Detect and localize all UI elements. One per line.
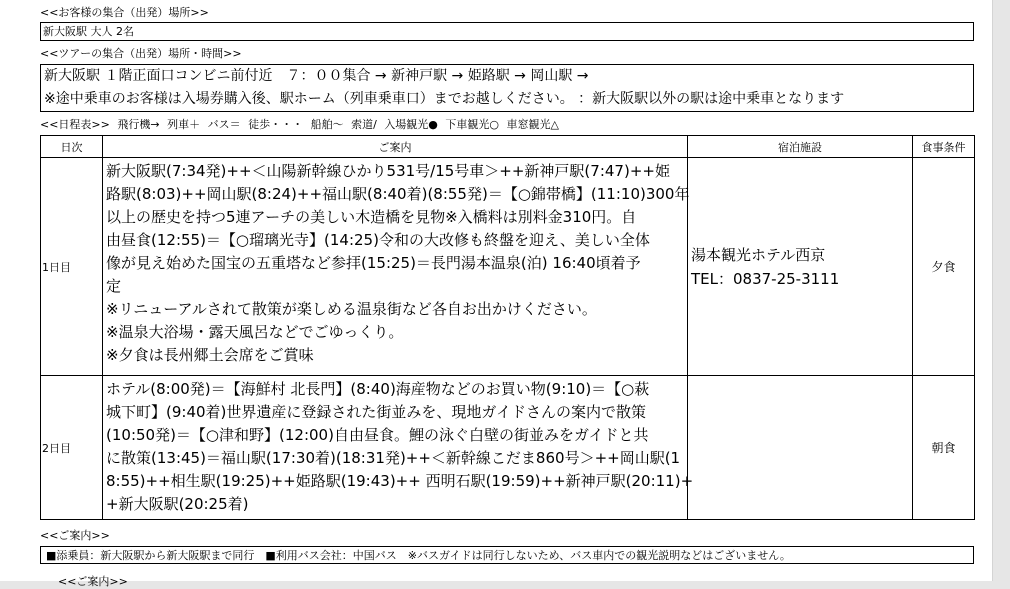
notes-box bbox=[40, 546, 974, 564]
legend-item-train: 列車＋ bbox=[167, 118, 201, 131]
guide-line: (10:50発)＝【○津和野】(12:00)自由昼食。鯉の泳ぐ白壁の街並みをガイドと共 bbox=[106, 426, 649, 444]
day-label: 2日目 bbox=[41, 376, 103, 520]
guide-line: +新大阪駅(20:25着) bbox=[106, 495, 249, 513]
header-hotel: 宿泊施設 bbox=[688, 136, 913, 158]
legend-item-ship: 船舶～ bbox=[310, 118, 344, 131]
header-meal: 食事条件 bbox=[913, 136, 975, 158]
guide-line: 新大阪駅(7:34発)++＜山陽新幹線ひかり531号/15号車＞++新神戸駅(7:47)++姫 bbox=[106, 162, 670, 180]
hotel-name: 湯本観光ホテル西京 bbox=[691, 245, 826, 264]
legend-item-admission: 入場観光● bbox=[384, 118, 438, 131]
tour-meeting-route: 新大阪駅 １階正面口コンビニ前付近 ７：００集合 → 新神戸駅 → 姫路駅 → 岡山駅 → bbox=[44, 68, 589, 84]
next-section-heading: <<ご案内>> bbox=[58, 575, 128, 588]
guide-line: に散策(13:45)＝福山駅(17:30着)(18:31発)++＜新幹線こだま860号＞++岡山駅(1 bbox=[106, 449, 681, 467]
scrollbar-track[interactable] bbox=[992, 0, 1010, 581]
guide-line: ホテル(8:00発)＝【海鮮村 北長門】(8:40)海産物などのお買い物(9:10)＝【○萩 bbox=[106, 380, 650, 398]
schedule-legend bbox=[40, 118, 563, 132]
hotel-tel: TEL：0837-25-3111 bbox=[691, 269, 840, 288]
guide-line: 以上の歴史を持つ5連アーチの美しい木造橋を見物※入橋料は別料金310円。自 bbox=[106, 208, 637, 226]
meal-cell: 朝食 bbox=[913, 376, 975, 520]
schedule-header-row bbox=[41, 136, 975, 158]
legend-item-plane: 飛行機→ bbox=[117, 118, 160, 131]
tour-meeting-heading: <<ツアーの集合（出発）場所・時間>> bbox=[40, 47, 242, 60]
meal-cell: 夕食 bbox=[913, 158, 975, 376]
schedule-row-day1 bbox=[41, 158, 975, 376]
guide-line: 由昼食(12:55)＝【○瑠璃光寺】(14:25)令和の大改修も終盤を迎え、美しい全体 bbox=[106, 231, 650, 249]
guide-line: 定 bbox=[106, 277, 122, 295]
day-label: 1日目 bbox=[41, 158, 103, 376]
guide-line: ※温泉大浴場・露天風呂などでごゆっくり。 bbox=[106, 323, 404, 341]
legend-item-bus: バス＝ bbox=[207, 118, 241, 131]
customer-meeting-box bbox=[40, 22, 974, 41]
guide-line: 城下町】(9:40着)世界遺産に登録された街並みを、現地ガイドさんの案内で散策 bbox=[106, 403, 646, 421]
notes-heading: <<ご案内>> bbox=[40, 529, 110, 542]
hotel-cell bbox=[688, 376, 913, 520]
guide-line: 路駅(8:03)++岡山駅(8:24)++福山駅(8:40着)(8:55発)＝【○錦帯橋】(11:10)300年 bbox=[106, 185, 690, 203]
guide-line: 8:55)++相生駅(19:25)++姫路駅(19:43)++ 西明石駅(19:59)++新神戸駅(20:11)+ bbox=[106, 472, 694, 490]
guide-line: ※夕食は長州郷土会席をご賞味 bbox=[106, 346, 314, 364]
legend-item-walk: 徒歩・・・ bbox=[248, 118, 304, 131]
customer-meeting-heading: <<お客様の集合（出発）場所>> bbox=[40, 6, 209, 19]
legend-item-window: 車窓観光△ bbox=[506, 118, 559, 131]
legend-item-stopover: 下車観光○ bbox=[445, 118, 500, 131]
guide-line: ※リニューアルされて散策が楽しめる温泉街など各自お出かけください。 bbox=[106, 300, 597, 318]
legend-item-ropeway: 索道/ bbox=[351, 118, 377, 131]
customer-meeting-value: 新大阪駅 大人 2名 bbox=[43, 25, 134, 38]
tour-meeting-box bbox=[40, 64, 974, 112]
guide-cell bbox=[103, 376, 694, 520]
hotel-cell bbox=[688, 158, 913, 376]
schedule-row-day2 bbox=[41, 376, 975, 520]
header-day: 日次 bbox=[41, 136, 103, 158]
tour-meeting-note: ※途中乗車のお客様は入場券購入後、駅ホーム（列車乗車口）までお越しください。 ：新大阪駅以外の駅は途中乗車となります bbox=[44, 91, 845, 107]
schedule-legend-title: <<日程表>> bbox=[40, 118, 110, 131]
guide-cell bbox=[103, 158, 688, 376]
schedule-table bbox=[40, 135, 975, 520]
notes-text: ■添乗員：新大阪駅から新大阪駅まで同行 ■利用バス会社：中国バス ※バスガイドは同行しないため、バス車内での観光説明などはございません。 bbox=[46, 549, 791, 562]
guide-line: 像が見え始めた国宝の五重塔など参拝(15:25)＝長門湯本温泉(泊) 16:40頃着予 bbox=[106, 254, 641, 272]
header-guide: ご案内 bbox=[103, 136, 688, 158]
